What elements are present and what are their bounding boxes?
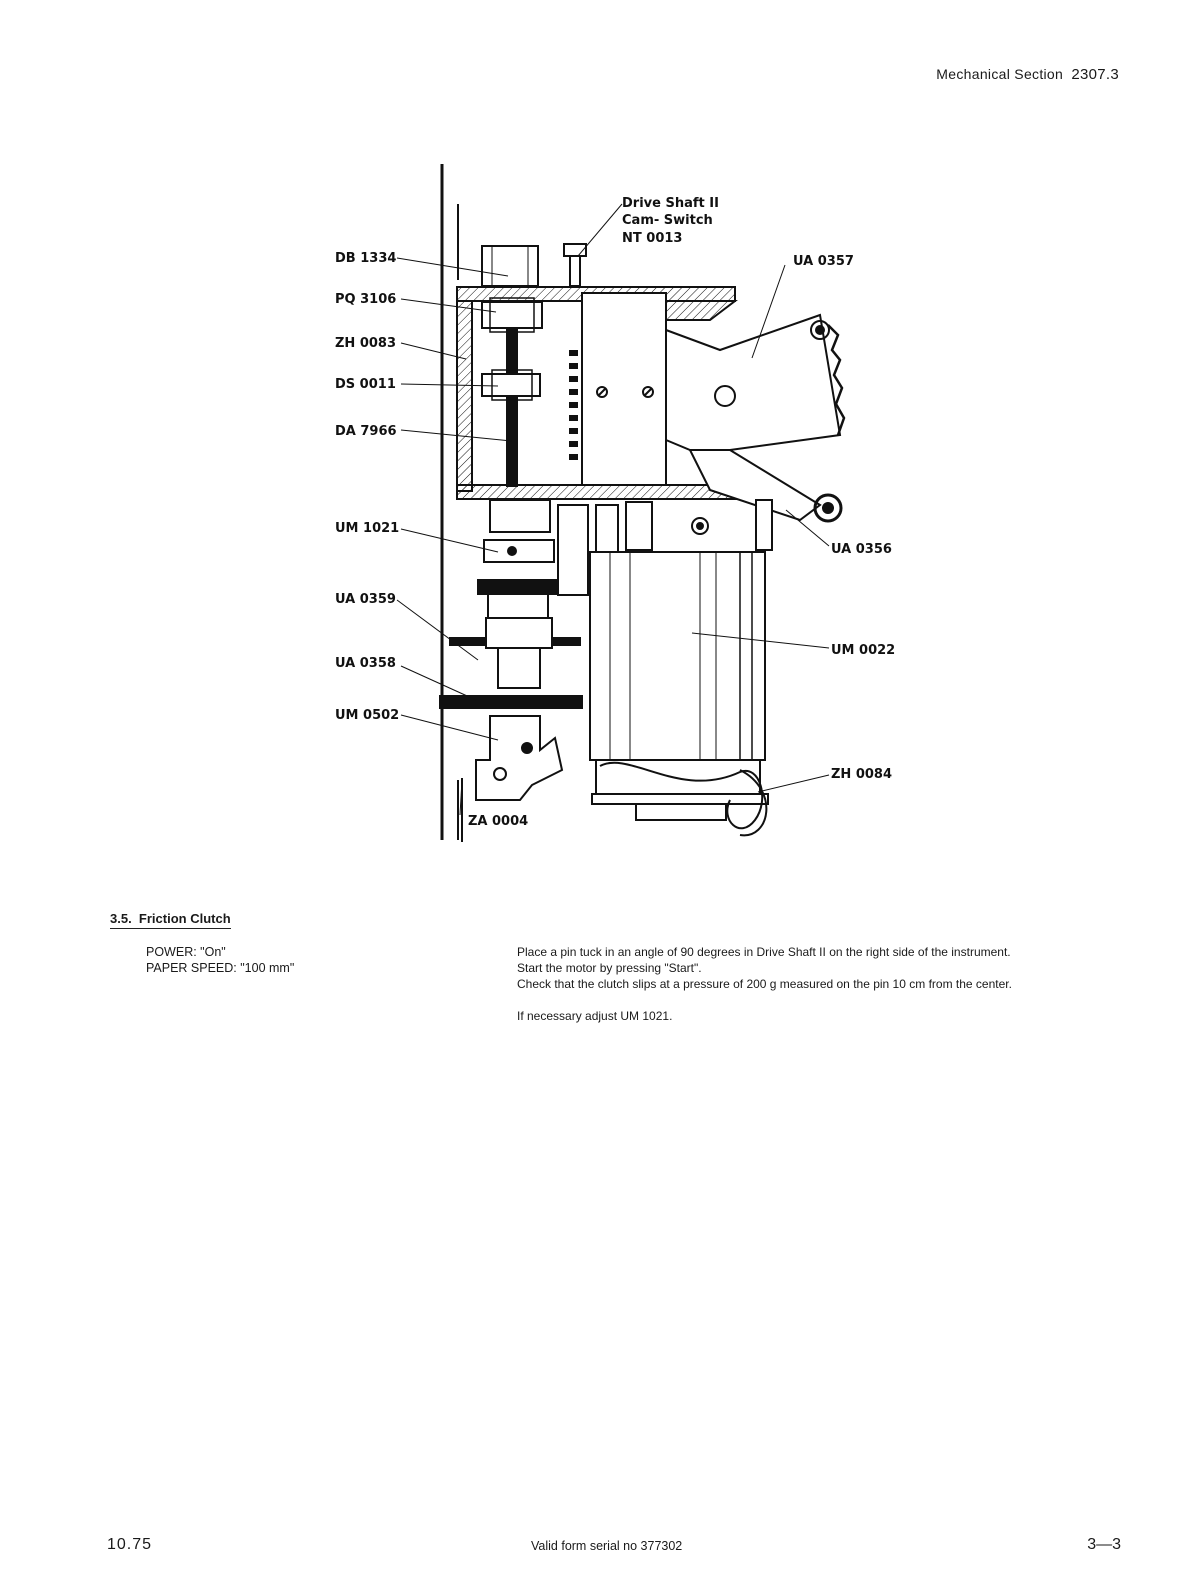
mechanism-diagram bbox=[300, 160, 920, 860]
bracket-za0004 bbox=[476, 716, 562, 800]
instruction-line: Start the motor by pressing "Start". bbox=[517, 961, 702, 975]
label-um1021: UM 1021 bbox=[335, 521, 400, 536]
footer-serial: Valid form serial no 377302 bbox=[531, 1539, 683, 1553]
label-zh0083: ZH 0083 bbox=[335, 336, 397, 351]
condition-power: POWER: "On" bbox=[146, 945, 226, 959]
label-ds0011: DS 0011 bbox=[335, 377, 396, 392]
label-pq3106: PQ 3106 bbox=[335, 292, 397, 307]
label-drive-shaft: Drive Shaft II bbox=[622, 196, 719, 211]
condition-paper-speed: PAPER SPEED: "100 mm" bbox=[146, 961, 295, 975]
label-um0502: UM 0502 bbox=[335, 708, 400, 723]
section-heading bbox=[110, 911, 231, 926]
motor-um0022 bbox=[590, 552, 765, 760]
label-zh0084: ZH 0084 bbox=[831, 767, 893, 782]
left-wall bbox=[457, 301, 472, 491]
label-ua0357: UA 0357 bbox=[793, 254, 854, 269]
label-ua0356: UA 0356 bbox=[831, 542, 892, 557]
header-doc-number: 2307.3 bbox=[1071, 66, 1119, 83]
label-ua0359: UA 0359 bbox=[335, 592, 396, 607]
gear-um1021 bbox=[490, 500, 550, 532]
section-title: Friction Clutch bbox=[138, 911, 231, 926]
label-za0004: ZA 0004 bbox=[468, 814, 529, 829]
cam-stack bbox=[569, 350, 578, 460]
header-section: Mechanical Section bbox=[936, 66, 1064, 82]
label-da7966: DA 7966 bbox=[335, 424, 397, 439]
shaft-da7966 bbox=[507, 328, 517, 486]
conditions bbox=[146, 944, 294, 976]
instruction-line: Place a pin tuck in an angle of 90 degrees in Drive Shaft II on the right side of the instrument. bbox=[517, 945, 1011, 959]
bearing-pq3106 bbox=[482, 302, 542, 328]
instruction-line: If necessary adjust UM 1021. bbox=[517, 1009, 673, 1023]
gear-db1334 bbox=[482, 246, 538, 286]
housing-block bbox=[582, 293, 666, 485]
footer-page-number: 3—3 bbox=[1087, 1536, 1121, 1553]
label-ua0358: UA 0358 bbox=[335, 656, 396, 671]
footer-date: 10.75 bbox=[107, 1536, 153, 1553]
gear-ua0359 bbox=[478, 580, 568, 594]
label-db1334: DB 1334 bbox=[335, 251, 397, 266]
label-um0022: UM 0022 bbox=[831, 643, 896, 658]
label-cam-switch: Cam- Switch bbox=[622, 213, 713, 228]
label-nt0013: NT 0013 bbox=[622, 231, 683, 246]
cam-switch bbox=[570, 256, 580, 286]
instruction-line: Check that the clutch slips at a pressure of 200 g measured on the pin 10 cm from the center. bbox=[517, 977, 1012, 991]
instructions bbox=[517, 944, 1012, 1024]
page-header bbox=[936, 66, 1119, 83]
gear-um0502 bbox=[440, 696, 582, 708]
section-number: 3.5. bbox=[110, 911, 132, 926]
gear-ua0358 bbox=[498, 648, 540, 688]
